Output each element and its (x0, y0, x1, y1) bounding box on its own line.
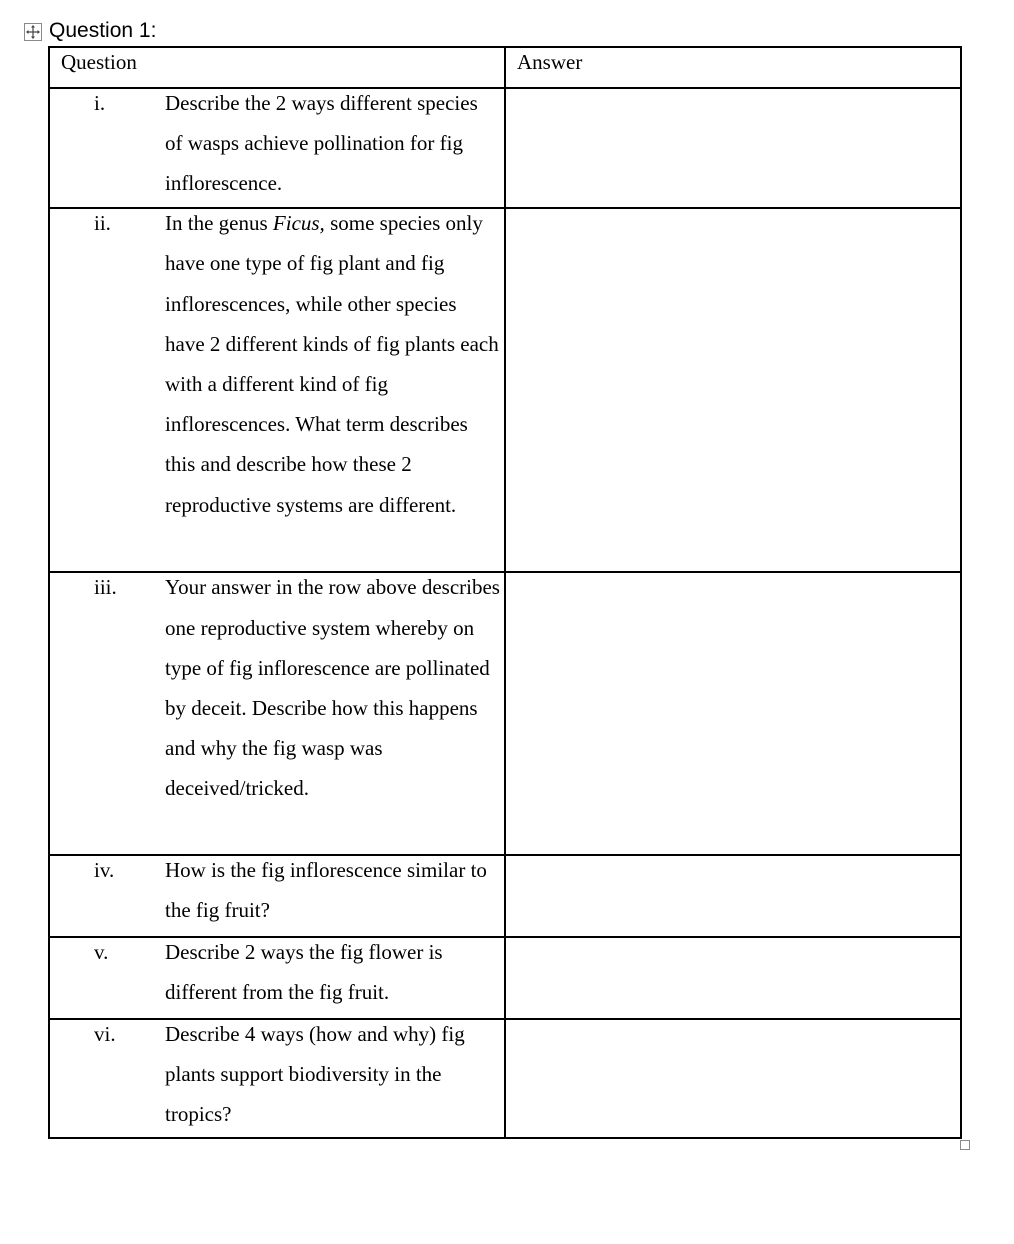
question-cell (49, 208, 505, 572)
question-text: In the genus Ficus, some species only have one type of fig plant and fig inflorescences, while other species have 2 different kinds of fig plants each with a different kind of fig inflorescences. What term describes this and describe how these 2 reproductive systems are different. (165, 211, 499, 517)
question-cell (49, 855, 505, 937)
answer-cell[interactable] (505, 1019, 961, 1138)
question-text: Your answer in the row above describes one reproductive system whereby on type of fig inflorescence are pollinated by deceit. Describe how this happens and why the fig wasp was deceived/tricked. (165, 575, 500, 801)
table-move-handle-icon[interactable] (24, 23, 42, 41)
answer-cell[interactable] (505, 208, 961, 572)
table-row (49, 937, 961, 1019)
question-text: Describe 4 ways (how and why) fig plants support biodiversity in the tropics? (165, 1021, 465, 1127)
table-header-row (49, 47, 961, 88)
answer-cell[interactable] (505, 88, 961, 208)
answer-cell[interactable] (505, 937, 961, 1019)
table-row (49, 572, 961, 854)
question-cell (49, 1019, 505, 1138)
table-row (49, 1019, 961, 1138)
question-text: Describe 2 ways the fig flower is different from the fig fruit. (165, 939, 443, 1004)
question-number: ii. (94, 211, 111, 236)
question-number: vi. (94, 1021, 116, 1046)
answer-cell[interactable] (505, 572, 961, 854)
question-text: Describe the 2 ways different species of wasps achieve pollination for fig inflorescence. (165, 91, 478, 196)
question-number: iv. (94, 857, 115, 882)
question-answer-table (48, 46, 962, 1139)
table-row (49, 855, 961, 937)
move-cross-icon (26, 25, 40, 39)
question-cell (49, 572, 505, 854)
answer-column-header: Answer (505, 47, 961, 88)
question-heading: Question 1: (49, 19, 157, 42)
table-row (49, 88, 961, 208)
table-row (49, 208, 961, 572)
question-number: i. (94, 91, 106, 116)
question-column-header: Question (49, 47, 505, 88)
question-cell (49, 88, 505, 208)
question-number: iii. (94, 575, 117, 600)
question-cell (49, 937, 505, 1019)
genus-name: Ficus, (272, 211, 325, 236)
answer-cell[interactable] (505, 855, 961, 937)
table-resize-handle-icon[interactable] (960, 1140, 970, 1150)
question-number: v. (94, 939, 109, 964)
question-text: How is the fig inflorescence similar to the fig fruit? (165, 857, 487, 922)
